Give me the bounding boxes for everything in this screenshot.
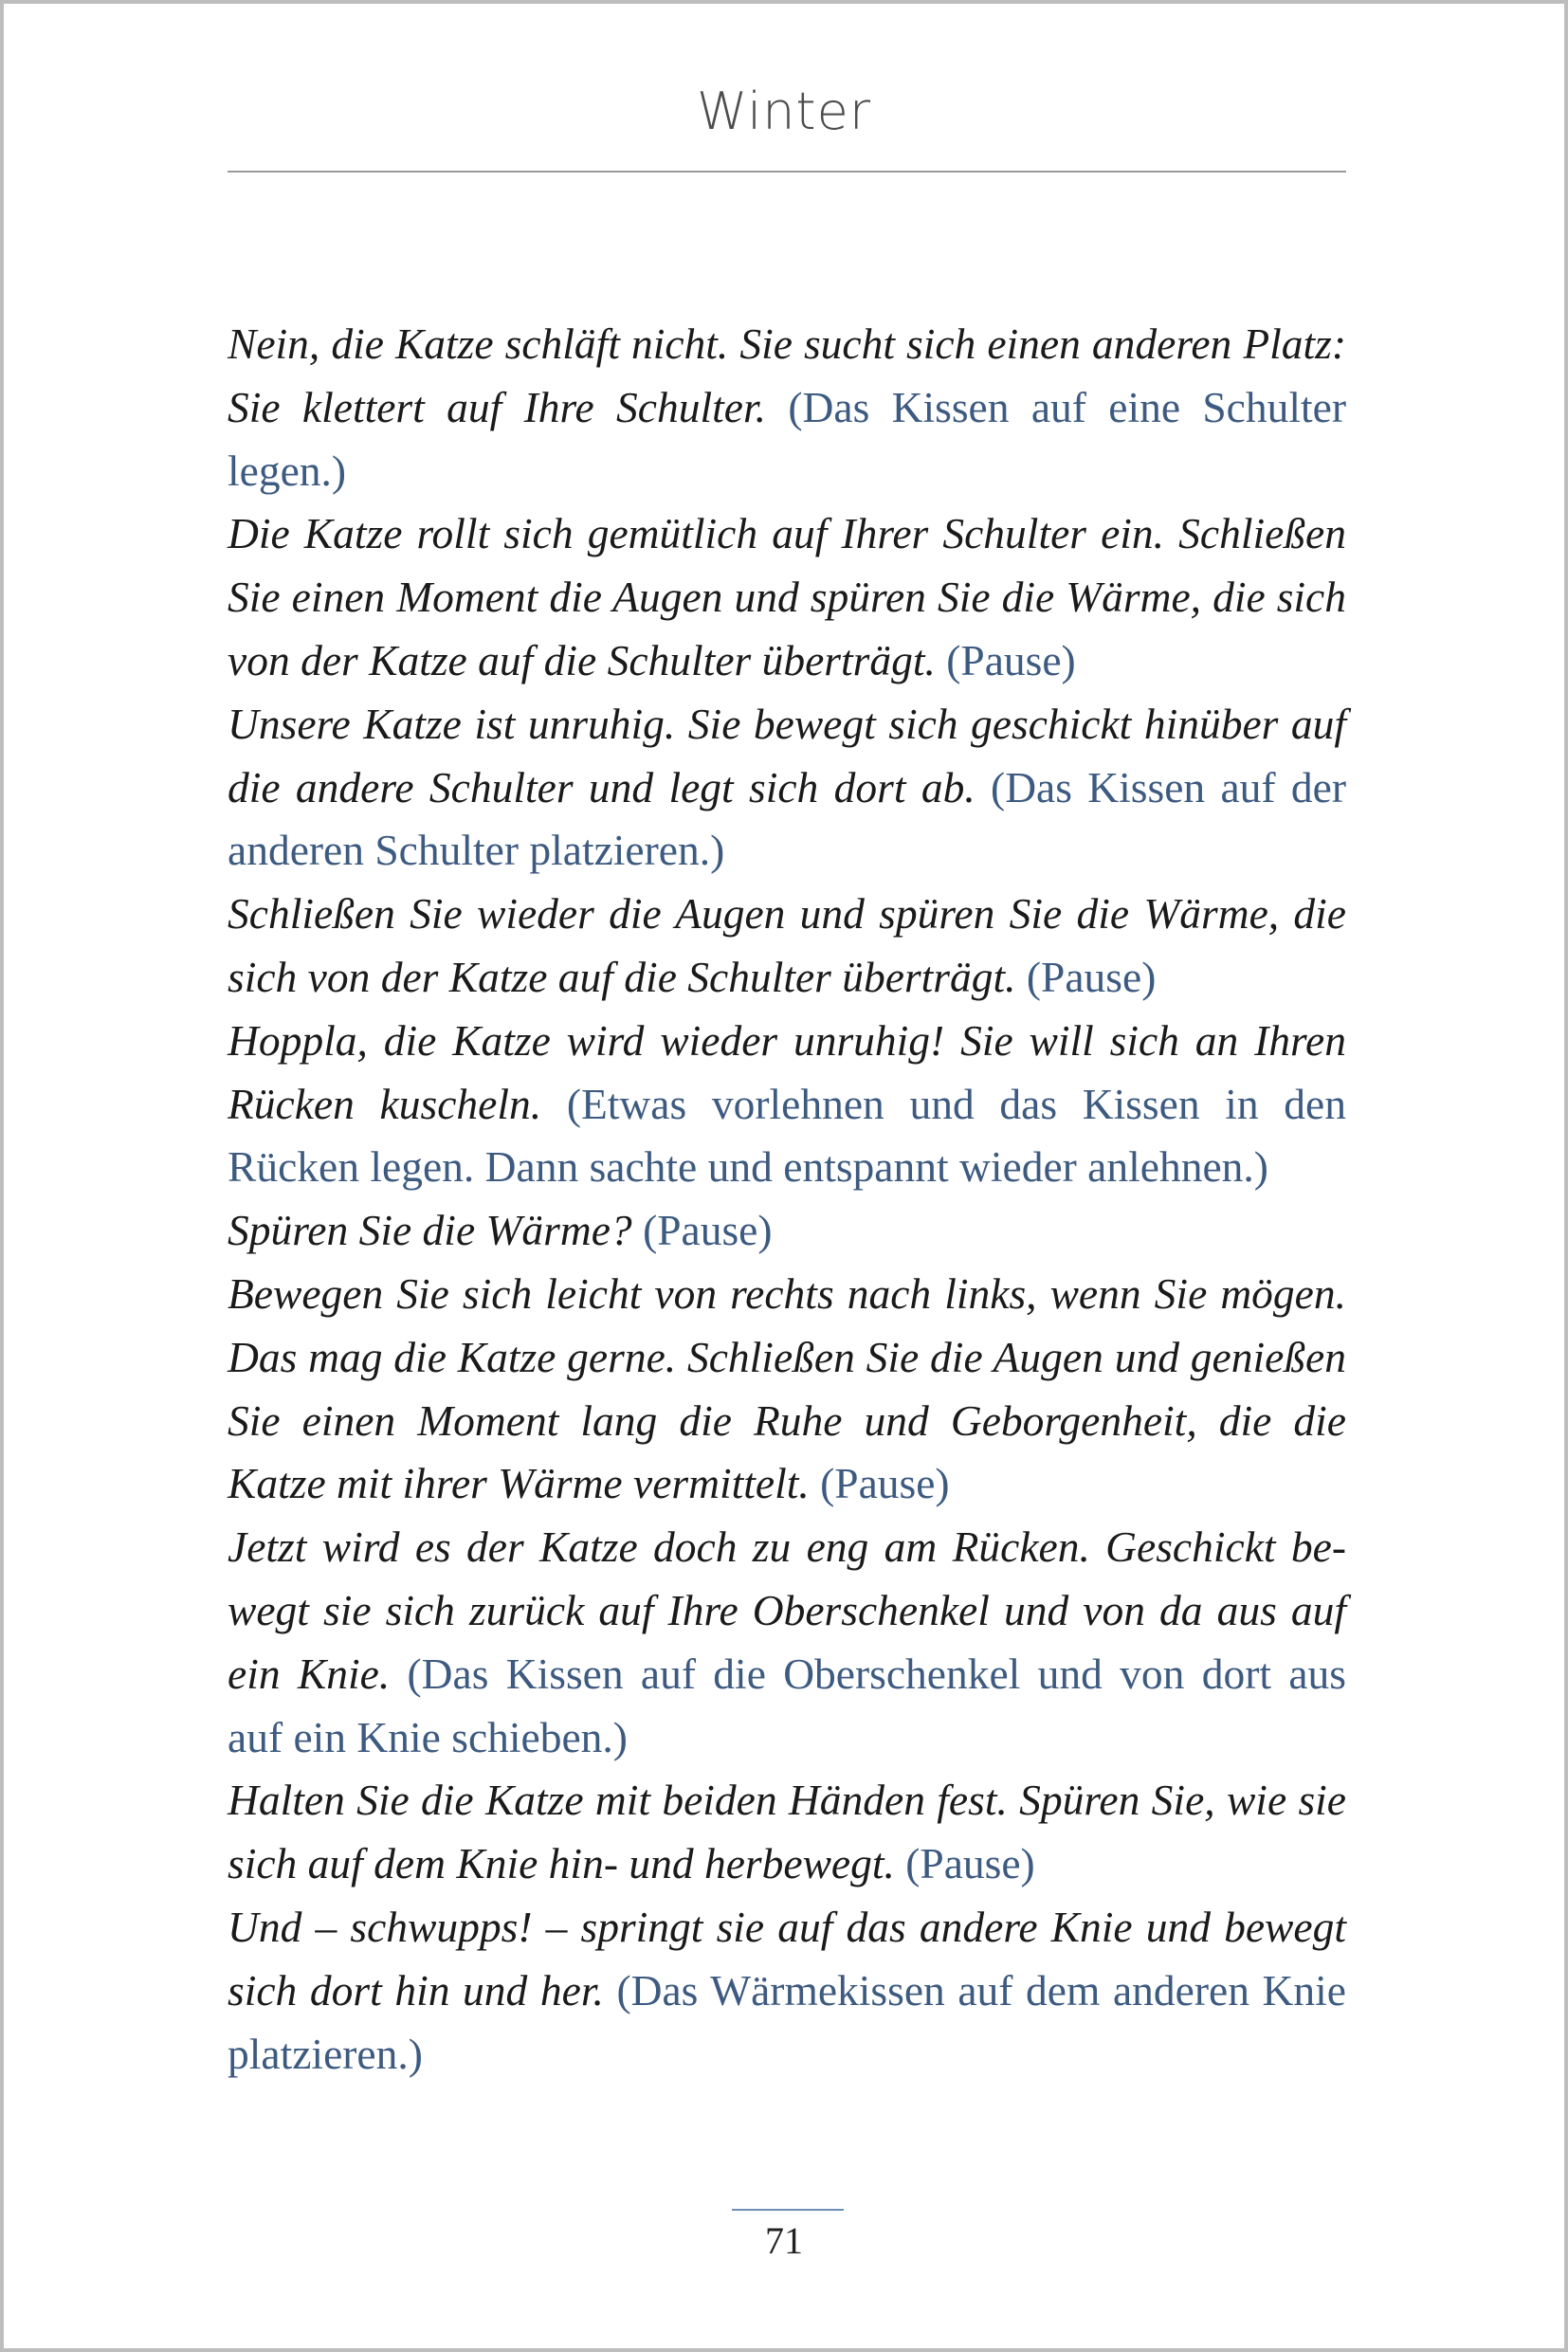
header-divider (228, 171, 1346, 173)
narration-text: Spüren Sie die Wärme? (228, 1206, 632, 1255)
instruction-text: (Pause) (820, 1459, 950, 1508)
paragraph (228, 1263, 1346, 1516)
instruction-text: (Pause) (905, 1839, 1035, 1888)
instruction-text: (Pause) (1026, 952, 1157, 1001)
paragraph (228, 313, 1346, 502)
footer-divider (732, 2209, 844, 2211)
paragraph (228, 1769, 1346, 1896)
instruction-text: (Pause) (946, 635, 1076, 684)
paragraph (228, 1010, 1346, 1199)
instruction-text: (Das Kissen auf der anderen Schulter platzieren.) (228, 762, 1347, 875)
instruction-text: (Pause) (643, 1206, 773, 1255)
paragraph (228, 502, 1346, 692)
body-text (228, 313, 1346, 2086)
narration-text: Schließen Sie wieder die Augen und spüren Sie die Wärme, die sich von der Katze auf die Schulter überträgt. (228, 889, 1346, 1001)
paragraph (228, 1199, 1346, 1263)
instruction-text: (Das Kissen auf eine Schulter legen.) (228, 382, 1347, 495)
paragraph (228, 1896, 1346, 2086)
paragraph (228, 1516, 1346, 1769)
narration-text: Und – schwupps! – springt sie auf das andere Knie und bewegt sich dort hin und her. (228, 1902, 1346, 2015)
running-header-title: Winter (696, 82, 872, 141)
narration-text: Halten Sie die Katze mit beiden Händen fest. Spüren Sie, wie sie sich auf dem Knie hin- und herbewegt. (228, 1776, 1346, 1888)
narration-text: Bewegen Sie sich leicht von rechts nach links, wenn Sie mögen. Das mag die Katze gerne. Schließen Sie die Augen und genießen Sie einen Moment lang die Ruhe und Geborgenheit, die die Katze mit ihrer Wärme vermittelt. (228, 1268, 1346, 1508)
instruction-text: (Etwas vorlehnen und das Kissen in den Rücken legen. Dann sachte und entspannt wieder anlehnen.) (228, 1079, 1347, 1192)
paragraph (228, 883, 1346, 1010)
narration-text: Nein, die Katze schläft nicht. Sie sucht sich einen anderen Platz: Sie klettert auf Ihre Schulter. (228, 319, 1346, 431)
instruction-text: (Das Wärmekissen auf dem anderen Knie platzieren.) (228, 1965, 1346, 2078)
page-number: 71 (765, 2219, 803, 2262)
narration-text: Die Katze rollt sich gemütlich auf Ihrer Schulter ein. Schließen Sie einen Moment die Augen und spüren Sie die Wärme, die sich von der Katze auf die Schulter überträgt. (228, 509, 1346, 684)
paragraph (228, 693, 1346, 883)
instruction-text: (Das Kissen auf die Oberschenkel und von dort aus auf ein Knie schieben.) (228, 1649, 1346, 1761)
narration-text: Hoppla, die Katze wird wieder unruhig! Sie will sich an Ihren Rücken kuscheln. (228, 1015, 1346, 1128)
narration-text: Jetzt wird es der Katze doch zu eng am Rücken. Geschickt bewegt sie sich zurück auf Ihre Oberschenkel und von da aus auf ein Knie. (228, 1522, 1346, 1698)
narration-text: Unsere Katze ist unruhig. Sie bewegt sich geschickt hinüber auf die andere Schulter und legt sich dort ab. (228, 699, 1346, 811)
